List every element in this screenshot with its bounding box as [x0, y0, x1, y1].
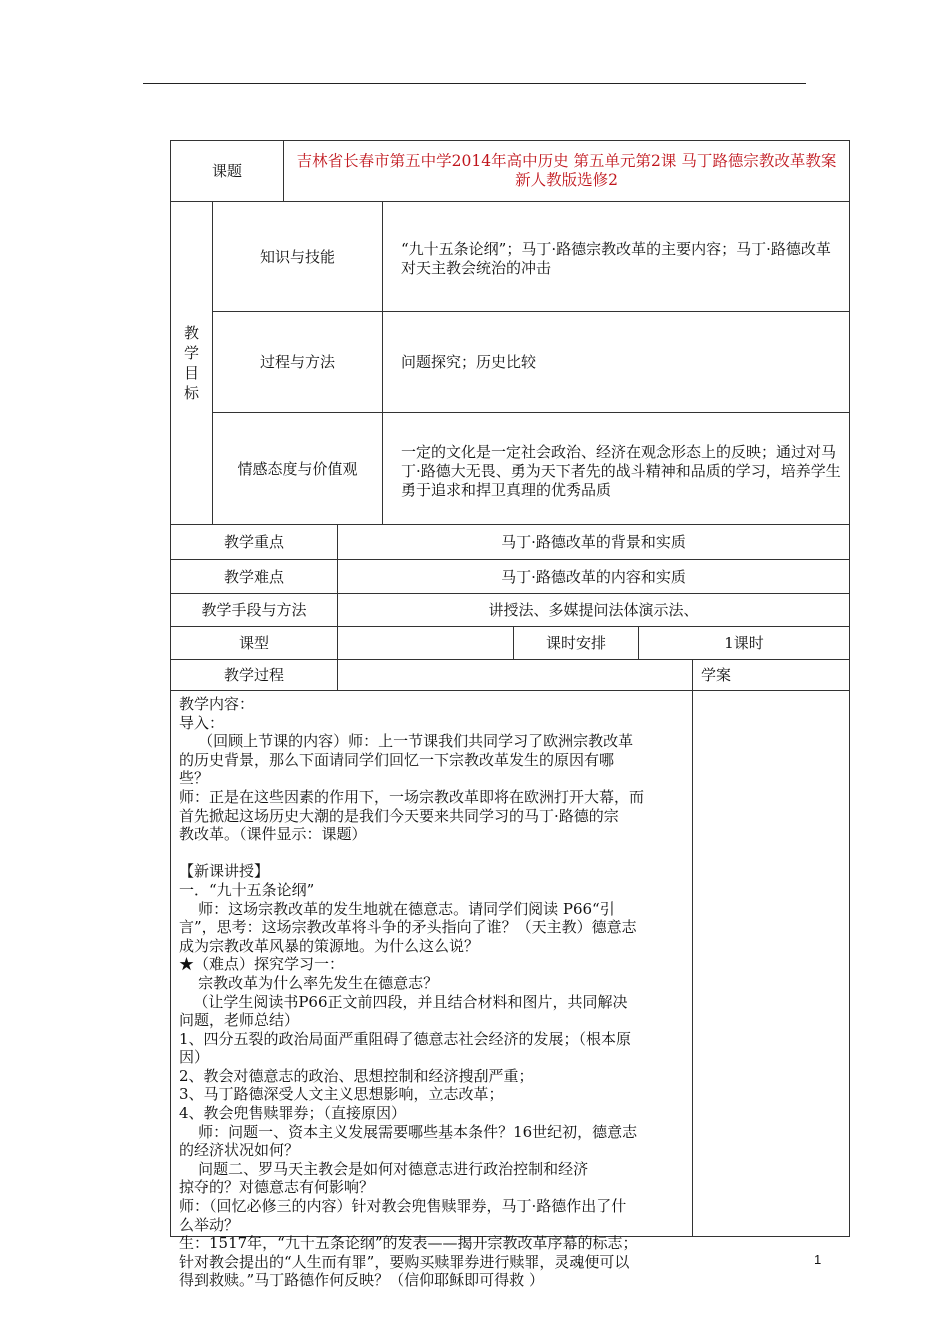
header-rule — [143, 83, 806, 84]
lesson-type-label: 课型 — [238, 634, 269, 652]
schedule-value: 1课时 — [724, 634, 764, 652]
lesson-type-label-cell — [170, 626, 338, 660]
schedule-value-cell — [638, 626, 850, 660]
content-line: 教学内容： — [179, 695, 255, 713]
schedule-label: 课时安排 — [545, 634, 606, 652]
lesson-content — [170, 690, 693, 1290]
content-line: 师：正是在这些因素的作用下，一场宗教改革即将在欧洲打开大幕，而 — [179, 787, 645, 806]
objective-process-label: 过程与方法 — [259, 353, 335, 371]
process-label-cell — [170, 659, 338, 691]
objective-process-text-cell — [382, 311, 850, 413]
objectives-label-cell — [170, 201, 213, 525]
process-blank-cell — [337, 659, 693, 691]
objectives-label-char: 教 — [183, 324, 199, 342]
content-line: 导入： — [179, 713, 225, 732]
objective-knowledge-label: 知识与技能 — [259, 247, 335, 266]
methods-label: 教学手段与方法 — [201, 601, 307, 619]
objective-attitude-text: 一定的文化是一定社会政治、经济在观念形态上的反映；通过对马丁·路德大无畏、勇为天下者先的战斗精神和品质的学习，培养学生勇于追求和捍卫真理的优秀品质 — [401, 443, 841, 499]
objective-attitude-label: 情感态度与价值观 — [237, 459, 358, 478]
content-line: 的历史背景，那么下面请同学们回忆一下宗教改革发生的原因有哪 — [179, 750, 615, 769]
methods-value: 讲授法、多媒提问法体演示法、 — [488, 601, 699, 619]
content-line: 因） — [179, 1048, 210, 1067]
methods-label-cell — [170, 593, 338, 627]
xuean-label-cell — [692, 659, 850, 691]
objective-knowledge-text: “九十五条论纲”；马丁·路德宗教改革的主要内容；马丁·路德改革对天主教会统治的冲击 — [401, 240, 831, 277]
difficulties-value: 马丁·路德改革的内容和实质 — [501, 567, 686, 586]
topic-label-cell — [170, 140, 284, 202]
content-line: 教改革。（课件显示：课题） — [179, 825, 367, 844]
content-line — [179, 844, 686, 863]
lesson-type-value-cell — [337, 626, 514, 660]
topic-label: 课题 — [211, 162, 242, 180]
content-line: 针对教会提出的“人生而有罪”，要购买赎罪券进行赎罪，灵魂便可以 — [179, 1252, 630, 1271]
objectives-label-char: 学 — [183, 344, 199, 362]
key-points-value-cell — [337, 524, 850, 560]
content-line: 4、教会兜售赎罪券；（直接原因） — [179, 1104, 407, 1123]
content-line: 师：（回忆必修三的内容）针对教会兜售赎罪券，马丁·路德作出了什 — [179, 1197, 627, 1216]
content-line: ★（难点）探究学习一： — [179, 955, 345, 974]
content-line: 【新课讲授】 — [179, 862, 270, 881]
content-line: 首先掀起这场历史大潮的是我们今天要来共同学习的马丁·路德的宗 — [179, 806, 619, 825]
content-line: 成为宗教改革风暴的策源地。为什么这么说？ — [179, 936, 480, 955]
objective-process-label-cell — [212, 311, 383, 413]
content-line: 2、教会对德意志的政治、思想控制和经济搜刮严重； — [179, 1066, 534, 1085]
objective-process-text: 问题探究；历史比较 — [401, 352, 537, 371]
key-points-label: 教学重点 — [223, 533, 284, 551]
content-line: 生：1517年，“九十五条论纲”的发表——揭开宗教改革序幕的标志； — [179, 1234, 638, 1253]
content-line: 问题，老师总结） — [179, 1011, 300, 1030]
content-line: 掠夺的？对德意志有何影响？ — [179, 1178, 375, 1197]
schedule-label-cell — [513, 626, 639, 660]
objectives-label-char: 标 — [183, 384, 199, 402]
content-line: （让学生阅读书P66正文前四段，并且结合材料和图片，共同解决 — [179, 992, 628, 1011]
objective-attitude-text-cell — [382, 412, 850, 525]
content-line: （回顾上节课的内容）师：上一节课我们共同学习了欧洲宗教改革 — [179, 732, 634, 751]
page-number: 1 — [814, 1252, 822, 1267]
difficulties-label-cell — [170, 559, 338, 594]
content-line: 问题二、罗马天主教会是如何对德意志进行政治控制和经济 — [179, 1159, 589, 1178]
content-line: 些？ — [179, 769, 210, 788]
content-line: 言”，思考：这场宗教改革将斗争的矛头指向了谁？（天主教）德意志 — [179, 918, 637, 937]
methods-value-cell — [337, 593, 850, 627]
xuean-column — [692, 690, 850, 1237]
content-line: 的经济状况如何？ — [179, 1141, 300, 1160]
objective-knowledge-text-cell — [382, 201, 850, 312]
objective-knowledge-label-cell — [212, 201, 383, 312]
content-line: 得到救赎。”马丁路德作何反映？（信仰耶稣即可得救 ） — [179, 1271, 544, 1290]
topic-title: 吉林省长春市第五中学2014年高中历史 第五单元第2课 马丁路德宗教改革教案 新人教版选修2 — [296, 152, 837, 189]
difficulties-label: 教学难点 — [223, 567, 284, 586]
key-points-value: 马丁·路德改革的背景和实质 — [501, 533, 686, 551]
content-line: 一．“九十五条论纲” — [179, 880, 315, 899]
topic-title-cell — [283, 140, 850, 202]
objectives-label-char: 目 — [183, 364, 199, 382]
objective-attitude-label-cell — [212, 412, 383, 525]
content-line: 3、马丁路德深受人文主义思想影响，立志改革； — [179, 1085, 504, 1104]
xuean-label: 学案 — [701, 666, 732, 684]
content-line: 1、四分五裂的政治局面严重阻碍了德意志社会经济的发展；（根本原 — [179, 1029, 632, 1048]
process-label: 教学过程 — [223, 666, 284, 684]
content-line: 么举动？ — [179, 1215, 240, 1234]
content-line: 师：问题一、资本主义发展需要哪些基本条件？16世纪初，德意志 — [179, 1122, 638, 1141]
difficulties-value-cell — [337, 559, 850, 594]
content-line: 师：这场宗教改革的发生地就在德意志。请同学们阅读 P66“引 — [179, 899, 615, 918]
content-line: 宗教改革为什么率先发生在德意志？ — [179, 973, 439, 992]
key-points-label-cell — [170, 524, 338, 560]
